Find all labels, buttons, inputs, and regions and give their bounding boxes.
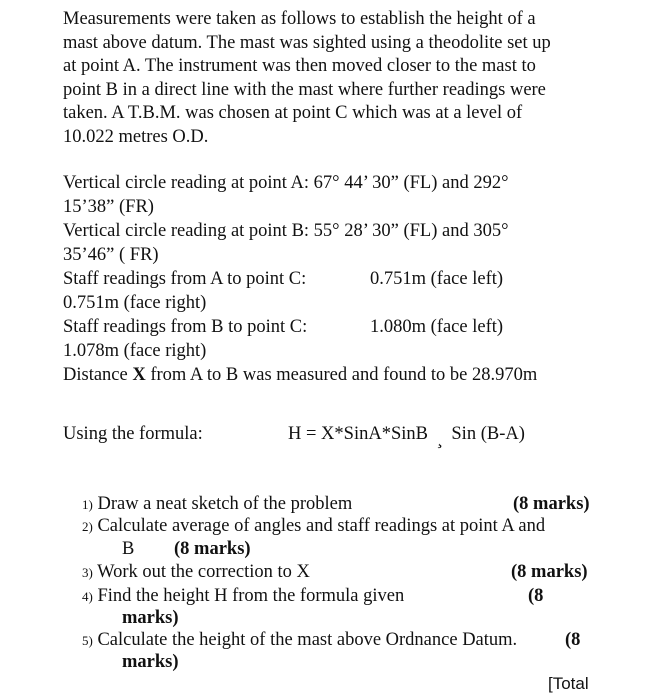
formula-label: Using the formula: — [63, 424, 203, 444]
staff-b-face-left: 1.080m (face left) — [370, 317, 504, 337]
question-5-marks: (8 — [565, 630, 581, 650]
formula-denominator: Sin (B-A) — [451, 424, 525, 444]
question-4-number: 4) — [82, 589, 93, 604]
intro-line-3: at point A. The instrument was then moved closer to the mast to — [63, 56, 536, 76]
question-3-number: 3) — [82, 565, 93, 580]
vertical-circle-b: Vertical circle reading at point B: 55° 28’ 30” (FL) and 305° — [63, 221, 509, 241]
question-1-marks: (8 marks) — [513, 494, 590, 514]
formula-numerator: H = X*SinA*SinB — [288, 424, 428, 444]
distance-line — [63, 364, 537, 386]
vertical-circle-a-cont: 15’38” (FR) — [63, 197, 154, 217]
total-label: [Total — [548, 674, 589, 693]
vertical-circle-a: Vertical circle reading at point A: 67° 44’ 30” (FL) and 292° — [63, 173, 509, 193]
distance-suffix: from A to B was measured and found to be 28.970m — [145, 365, 538, 385]
question-2-text: Calculate average of angles and staff readings at point A and — [97, 516, 546, 536]
staff-a-face-left: 0.751m (face left) — [370, 269, 504, 289]
question-5-number: 5) — [82, 633, 93, 648]
staff-b-face-right: 1.078m (face right) — [63, 341, 207, 361]
intro-line-1: Measurements were taken as follows to establish the height of a — [63, 9, 536, 29]
question-3 — [82, 561, 310, 584]
formula-expression — [288, 423, 525, 449]
distance-prefix: Distance — [63, 365, 133, 385]
question-1-text: Draw a neat sketch of the problem — [97, 494, 353, 514]
question-1 — [82, 493, 352, 516]
intro-line-6: 10.022 metres O.D. — [63, 127, 209, 147]
vertical-circle-b-cont: 35’46” ( FR) — [63, 245, 159, 265]
staff-a-label: Staff readings from A to point C: — [63, 269, 307, 289]
staff-b-label: Staff readings from B to point C: — [63, 317, 308, 337]
question-2-marks: (8 marks) — [174, 539, 251, 559]
question-4-marks: (8 — [528, 586, 544, 606]
intro-line-4: point B in a direct line with the mast where further readings were — [63, 80, 546, 100]
question-3-marks: (8 marks) — [511, 562, 588, 582]
intro-line-2: mast above datum. The mast was sighted using a theodolite set up — [63, 33, 551, 53]
question-1-number: 1) — [82, 497, 93, 512]
intro-line-5: taken. A T.B.M. was chosen at point C which was at a level of — [63, 103, 523, 123]
formula-divider: ¸ — [436, 429, 443, 449]
question-4-text: Find the height H from the formula given — [97, 586, 405, 606]
question-3-text: Work out the correction to X — [97, 562, 310, 582]
question-2 — [82, 515, 545, 538]
staff-a-face-right: 0.751m (face right) — [63, 293, 207, 313]
question-4-marks-cont: marks) — [122, 608, 179, 628]
question-2-number: 2) — [82, 519, 93, 534]
question-5-marks-cont: marks) — [122, 652, 179, 672]
distance-x: X — [132, 365, 146, 385]
question-5 — [82, 629, 517, 652]
question-2-cont: B — [122, 539, 135, 559]
question-4 — [82, 585, 404, 608]
question-5-text: Calculate the height of the mast above Ordnance Datum. — [97, 630, 518, 650]
